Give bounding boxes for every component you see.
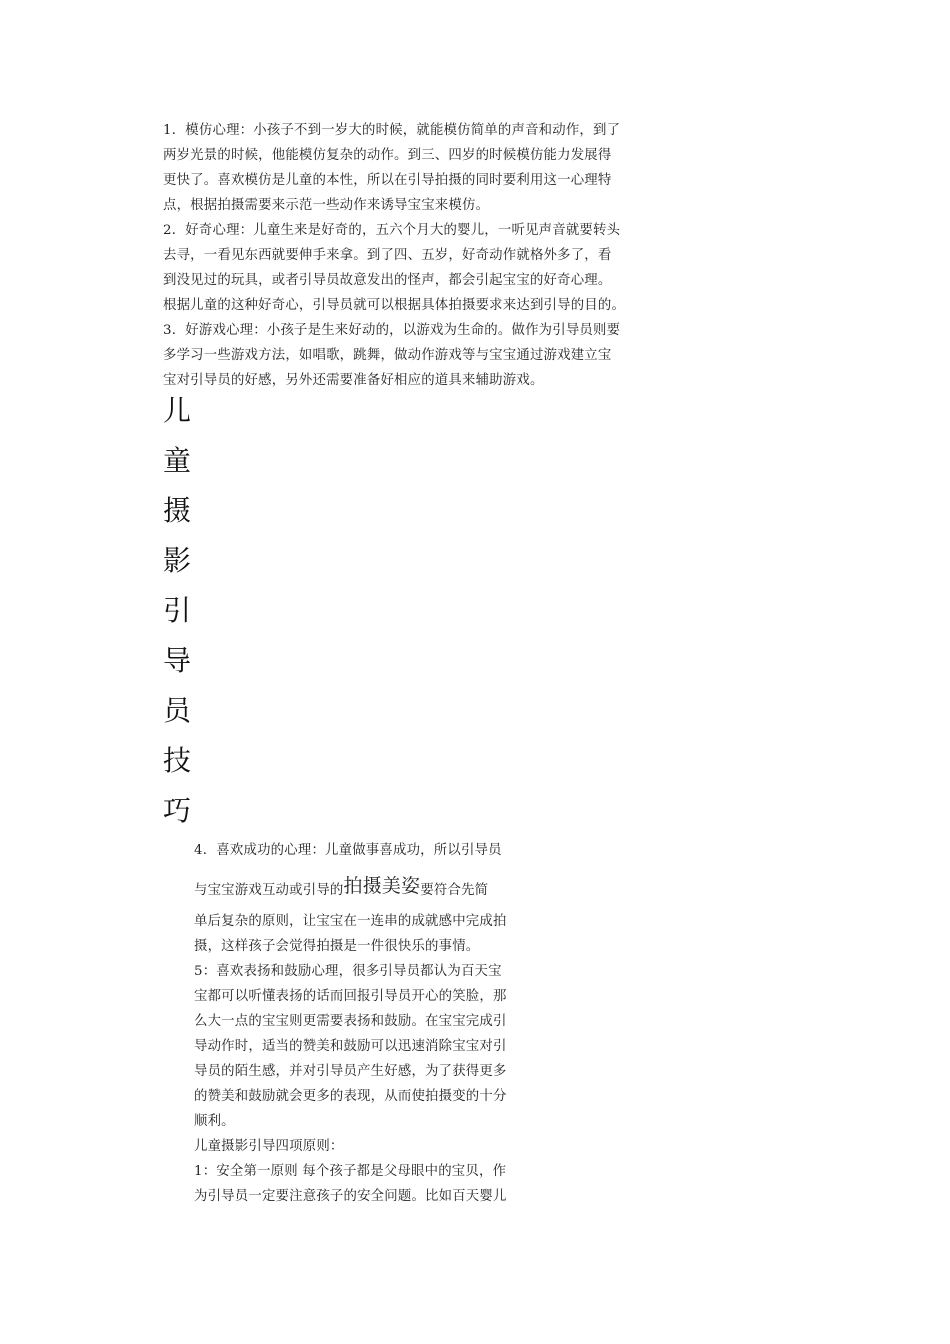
text-line: 么大一点的宝宝则更需要表扬和鼓励。在宝宝完成引 <box>194 1014 507 1029</box>
text-line: 更快了。喜欢模仿是儿童的本性，所以在引导拍摄的同时要利用这一心理特 <box>163 173 612 188</box>
text-line: 2．好奇心理：儿童生来是好奇的，五六个月大的婴儿，一听见声音就要转头 <box>163 223 621 238</box>
title-char: 巧 <box>163 794 192 827</box>
title-char: 引 <box>163 594 192 627</box>
text-line: 两岁光景的时候，他能模仿复杂的动作。到三、四岁的时候模仿能力发展得 <box>163 148 612 163</box>
text-line: 去寻，一看见东西就要伸手来拿。到了四、五岁，好奇动作就格外多了，看 <box>163 248 612 263</box>
text-line: 导员的陌生感，并对引导员产生好感，为了获得更多 <box>194 1064 507 1079</box>
text-line: 多学习一些游戏方法，如唱歌，跳舞，做动作游戏等与宝宝通过游戏建立宝 <box>163 348 612 363</box>
section-heading: 儿童摄影引导四项原则： <box>194 1139 344 1154</box>
text-line: 4．喜欢成功的心理：儿童做事喜成功，所以引导员 <box>194 843 502 858</box>
title-char: 影 <box>163 544 192 577</box>
text-line: 5：喜欢表扬和鼓励心理，很多引导员都认为百天宝 <box>194 964 502 979</box>
text-segment: 与宝宝游戏互动或引导的 <box>194 883 344 898</box>
text-line: 根据儿童的这种好奇心，引导员就可以根据具体拍摄要求来达到引导的目的。 <box>163 298 626 313</box>
title-char: 导 <box>163 644 192 677</box>
title-char: 童 <box>163 444 192 477</box>
text-line: 为引导员一定要注意孩子的安全问题。比如百天婴儿 <box>194 1189 507 1204</box>
text-line: 的赞美和鼓励就会更多的表现，从而使拍摄变的十分 <box>194 1089 507 1104</box>
bottom-text-block <box>194 838 534 1209</box>
emphasized-text: 拍摄美姿 <box>343 875 421 897</box>
text-segment: 要符合先简 <box>420 883 489 898</box>
text-line: 导动作时，适当的赞美和鼓励可以迅速消除宝宝对引 <box>194 1039 507 1054</box>
title-char: 技 <box>163 744 192 777</box>
text-line: 点，根据拍摄需要来示范一些动作来诱导宝宝来模仿。 <box>163 198 490 213</box>
title-char: 儿 <box>163 394 192 427</box>
text-line: 单后复杂的原则，让宝宝在一连串的成就感中完成拍 <box>194 914 507 929</box>
title-char: 员 <box>163 694 192 727</box>
text-line: 顺利。 <box>194 1114 235 1129</box>
top-text-block <box>163 118 643 393</box>
text-line: 1：安全第一原则 每个孩子都是父母眼中的宝贝，作 <box>194 1164 507 1179</box>
text-line: 宝对引导员的好感，另外还需要准备好相应的道具来辅助游戏。 <box>163 373 544 388</box>
vertical-title <box>163 386 203 836</box>
text-line-mixed <box>194 863 534 909</box>
title-char: 摄 <box>163 494 192 527</box>
text-line: 3．好游戏心理：小孩子是生来好动的，以游戏为生命的。做作为引导员则要 <box>163 323 621 338</box>
text-line: 摄，这样孩子会觉得拍摄是一件很快乐的事情。 <box>194 939 480 954</box>
text-line: 1．模仿心理：小孩子不到一岁大的时候，就能模仿简单的声音和动作，到了 <box>163 123 621 138</box>
text-line: 到没见过的玩具，或者引导员故意发出的怪声，都会引起宝宝的好奇心理。 <box>163 273 612 288</box>
text-line: 宝都可以听懂表扬的话而回报引导员开心的笑脸，那 <box>194 989 507 1004</box>
